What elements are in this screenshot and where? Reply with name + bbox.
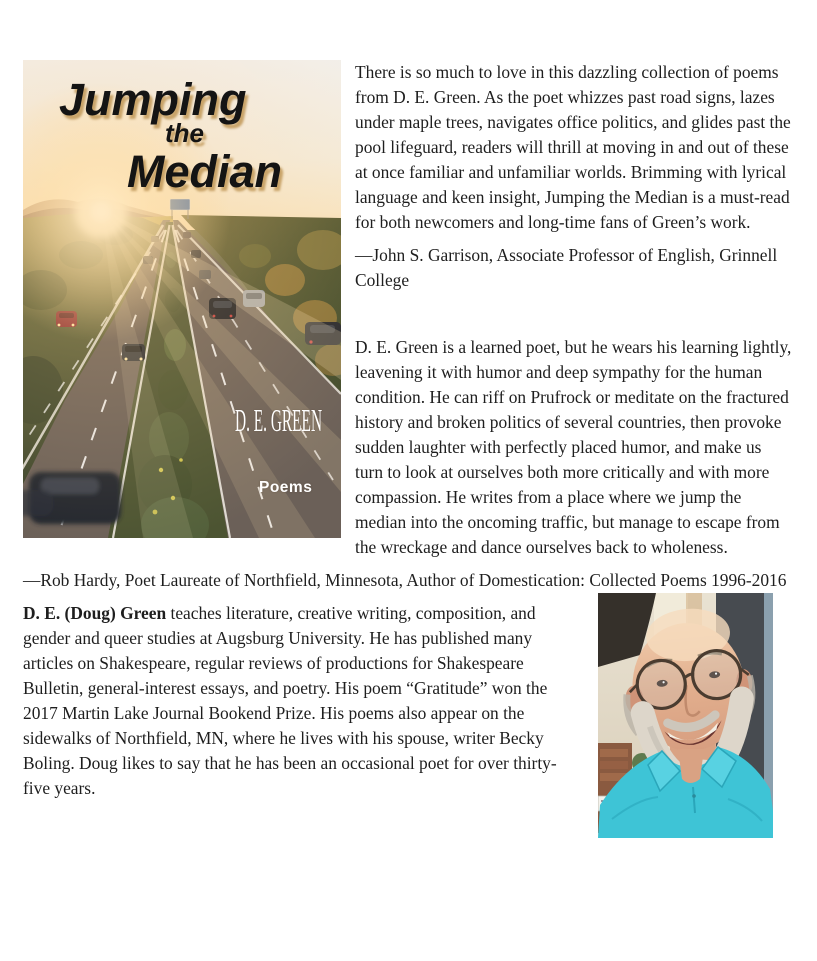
author-bio-body: teaches literature, creative writing, composition, and gender and queer studies at Augsburg University. He has published many articles on Shakespeare, regular reviews of productions for Shakespeare Bulletin, general-interest essays, and poetry. His poem “Gratitude” won the 2017 Martin Lake Journal Bookend Prize. His poems also appear on the sidewalks of Northfield, MN, where he lives with his spouse, writer Becky Boling. Doug likes to say that he has been an occasional poet for over thirty-five years. (23, 603, 557, 798)
cover-genre-label: Poems (259, 479, 313, 496)
review-2-attribution: —Rob Hardy, Poet Laureate of Northfield, Minnesota, Author of Domestication: Collected Poems 1996-2016 (23, 570, 787, 590)
review-1-text: There is so much to love in this dazzling collection of poems from D. E. Green. As the poet whizzes past road signs, lazes under maple trees, navigates office politics, and glides past the pool lifeguard, readers will thrill at moving in and out of these at once familiar and unfamiliar worlds. Brimming with lyrical language and keen insight, Jumping the Median is a must-read for both newcomers and long-time fans of Green’s work. (355, 62, 791, 232)
review-2-text: D. E. Green is a learned poet, but he wears his learning lightly, leavening it with humor and deep sympathy for the human condition. He can riff on Prufrock or meditate on the fractured history and broken politics of several countries, then provoke sudden laughter with perfectly placed humor, and make us turn to look at ourselves both more critically and with more compassion. He writes from a place where we jump the median into the oncoming traffic, but manage to escape from the wreckage and dance ourselves back to wholeness. (355, 337, 792, 557)
author-photo (598, 593, 773, 838)
author-bio-section (23, 601, 792, 801)
review-1-attribution: —John S. Garrison, Associate Professor of English, Grinnell College (355, 245, 778, 290)
cover-title-line-3: Median (127, 146, 283, 197)
author-portrait-illustration (598, 593, 773, 838)
cover-title-line-1: Jumping (59, 74, 247, 125)
cover-author-name: D. E. GREEN (235, 402, 323, 438)
cover-title-line-2: the (165, 118, 204, 148)
book-cover-image (23, 60, 341, 538)
author-bio-name: D. E. (Doug) Green (23, 603, 167, 623)
